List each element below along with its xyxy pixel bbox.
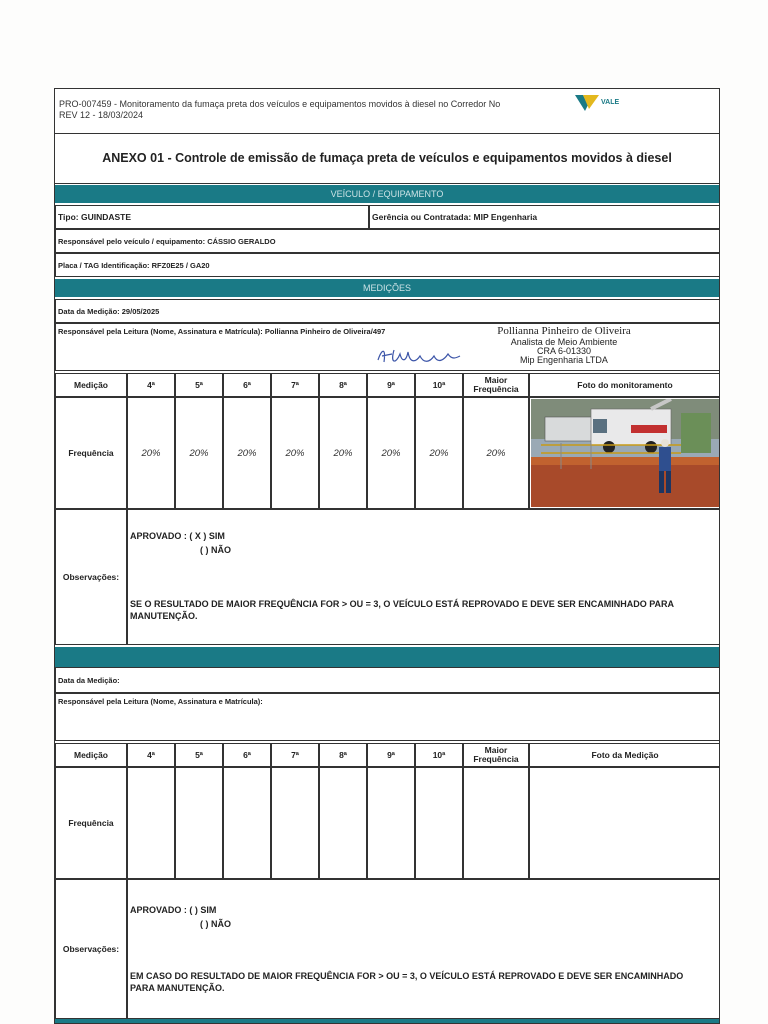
measurement1-header-9: Foto do monitoramento [529,373,720,397]
placa-cell [55,253,720,277]
measurement1-header-0: Medição [55,373,127,397]
form-sheet [54,88,720,1024]
measurement2-value-1 [175,767,223,879]
responsavel-leitura-2-cell [55,693,720,741]
obs-2-note: EM CASO DO RESULTADO DE MAIOR FREQUÊNCIA FOR > OU = 3, O VEÍCULO ESTÁ REPROVADO E DEVE SER ENCAMINHADO PARA MANUTENÇÃO. [130,971,684,993]
measurement1-value-7: 20% [463,397,529,509]
signature-stamp [476,325,652,365]
responsavel-leitura-label: Responsável pela Leitura (Nome, Assinatura e Matrícula): Pollianna Pinheiro de Oliveira/497 [58,327,386,336]
measurement2-header-4: 7ª [271,743,319,767]
stamp-registration: CRA 6-01330 [536,346,592,356]
measurement1-value-0: 20% [127,397,175,509]
measurement2-header-5: 8ª [319,743,367,767]
measurement1-header-3: 6ª [223,373,271,397]
measurement1-header-5: 8ª [319,373,367,397]
measurement1-header-6: 9ª [367,373,415,397]
responsavel-leitura-2-label: Responsável pela Leitura (Nome, Assinatura e Matrícula): [58,697,263,706]
tipo-cell [55,205,369,229]
measurement2-value-2 [223,767,271,879]
stamp-name: Pollianna Pinheiro de Oliveira [497,325,631,337]
document-code [59,99,500,121]
annex-title: ANEXO 01 - Controle de emissão de fumaça preta de veículos e equipamentos movidos à diesel [102,151,672,165]
title-row [55,133,719,184]
measurement2-photo-cell [529,767,720,879]
responsavel-veiculo-label: Responsável pelo veículo / equipamento: CÁSSIO GERALDO [58,237,276,246]
measurement1-header-2: 5ª [175,373,223,397]
document-header [55,89,719,134]
measurement2-value-4 [319,767,367,879]
measurement1-value-3: 20% [271,397,319,509]
document-code-line1: PRO-007459 - Monitoramento da fumaça preta dos veículos e equipamentos movidos à diesel no Corredor No [59,99,501,109]
measurement1-row-label: Frequência [55,397,127,509]
measurement1-header-4: 7ª [271,373,319,397]
vale-logo-icon [575,93,635,113]
measurement2-header-6: 9ª [367,743,415,767]
obs-label: Observações: [62,572,120,582]
measurement2-value-5 [367,767,415,879]
measurement2-header-8: Maior Frequência [463,743,529,767]
measurement1-header-1: 4ª [127,373,175,397]
gerencia-label: Gerência ou Contratada: MIP Engenharia [372,212,538,222]
crane-photo [531,399,719,507]
measurement2-header-0: Medição [55,743,127,767]
section-bar-vehicle: VEÍCULO / EQUIPAMENTO [55,185,719,203]
aprovado-2-line-1: APROVADO : ( ) SIM [130,905,217,915]
measurement2-header-1: 4ª [127,743,175,767]
measurement1-value-4: 20% [319,397,367,509]
responsavel-leitura-cell [55,323,720,371]
measurement2-value-7 [463,767,529,879]
data-medicao-2-cell [55,667,720,693]
data-medicao-label: Data da Medição: 29/05/2025 [58,307,160,316]
obs-2-cell [127,879,720,1019]
measurement2-row-label: Frequência [55,767,127,879]
measurement1-value-5: 20% [367,397,415,509]
measurement1-value-1: 20% [175,397,223,509]
logo-text: VALE [601,99,620,106]
measurement2-header-7: 10ª [415,743,463,767]
aprovado-line-2: ( ) NÃO [200,545,231,555]
stamp-company: Mip Engenharia LTDA [520,355,608,365]
stamp-role: Analista de Meio Ambiente [510,337,618,347]
section-bar-bottom [55,1019,719,1024]
tipo-label: Tipo: GUINDASTE [58,212,132,222]
measurement1-value-2: 20% [223,397,271,509]
obs-label-2: Observações: [62,944,120,954]
measurement1-header-7: 10ª [415,373,463,397]
measurement1-value-6: 20% [415,397,463,509]
measurement2-header-2: 5ª [175,743,223,767]
measurement2-header-3: 6ª [223,743,271,767]
gerencia-cell [369,205,720,229]
aprovado-line-1: APROVADO : ( X ) SIM [130,531,225,541]
data-medicao-cell [55,299,720,323]
signature-icon [374,342,464,370]
document-revision: REV 12 - 18/03/2024 [59,110,144,120]
measurement2-header-9: Foto da Medição [529,743,720,767]
measurement2-value-6 [415,767,463,879]
obs-note: SE O RESULTADO DE MAIOR FREQUÊNCIA FOR > OU = 3, O VEÍCULO ESTÁ REPROVADO E DEVE SER ENCAMINHADO PARA MANUTENÇÃO. [130,599,674,621]
aprovado-2-line-2: ( ) NÃO [200,919,231,929]
placa-label: Placa / TAG Identificação: RFZ0E25 / GA20 [58,261,210,270]
obs-label-2-cell [55,879,127,1019]
responsavel-veiculo-cell [55,229,720,253]
section-bar-measurements: MEDIÇÕES [55,279,719,297]
obs-cell [127,509,720,645]
obs-label-cell [55,509,127,645]
measurement2-value-0 [127,767,175,879]
section-bar-blank [55,647,719,667]
measurement1-header-8: Maior Frequência [463,373,529,397]
measurement1-photo-cell [529,397,720,509]
measurement2-value-3 [271,767,319,879]
data-medicao-2-label: Data da Medição: [58,676,120,685]
